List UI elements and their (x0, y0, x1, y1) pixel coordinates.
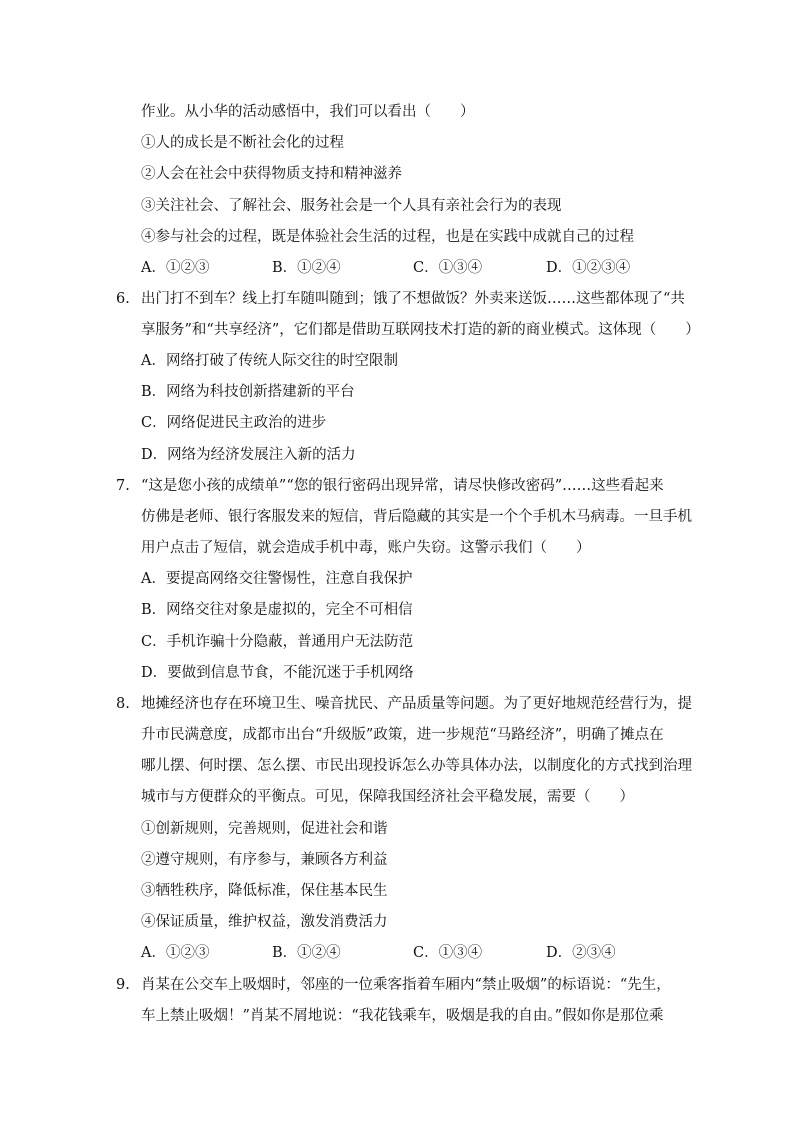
q6-option-c[interactable]: C．网络促进民主政治的进步 (141, 415, 327, 431)
q7-stem-line-3: 用户点击了短信，就会造成手机中毒，账户失窃。这警示我们（ ） (141, 540, 591, 556)
q8-statement-3: ③牺牲秩序，降低标准，保住基本民生 (141, 883, 388, 899)
q5-option-c[interactable]: C．①③④ (413, 260, 483, 276)
q8-statement-2: ②遵守规则，有序参与，兼顾各方利益 (141, 852, 388, 868)
q5-statement-3: ③关注社会、了解社会、服务社会是一个人具有亲社会行为的表现 (141, 198, 562, 214)
q6-option-b[interactable]: B．网络为科技创新搭建新的平台 (141, 384, 355, 400)
q5-option-a[interactable]: A．①②③ (141, 260, 210, 276)
q9-number: 9. (116, 977, 130, 993)
q7-option-c[interactable]: C．手机诈骗十分隐蔽，普通用户无法防范 (141, 634, 414, 650)
q5-statement-4: ④参与社会的过程，既是体验社会生活的过程，也是在实践中成就自己的过程 (141, 229, 634, 245)
q7-option-b[interactable]: B．网络交往对象是虚拟的，完全不可相信 (141, 602, 413, 618)
q8-stem-line-2: 升市民满意度，成都市出台“升级版”政策，进一步规范“马路经济”，明确了摊点在 (141, 727, 664, 743)
q6-option-d[interactable]: D．网络为经济发展注入新的活力 (141, 447, 356, 463)
q7-option-a[interactable]: A．要提高网络交往警惕性，注意自我保护 (141, 571, 413, 587)
q5-option-b[interactable]: B．①②④ (272, 260, 341, 276)
q8-number: 8. (116, 696, 130, 712)
q9-stem-line-1: 肖某在公交车上吸烟时，邻座的一位乘客指着车厢内“禁止吸烟”的标语说：“先生， (141, 977, 671, 993)
q6-stem-line-1: 出门打不到车？线上打车随叫随到；饿了不想做饭？外卖来送饭……这些都体现了“共 (141, 291, 685, 307)
q9-stem-line-2: 车上禁止吸烟！”肖某不屑地说：“我花钱乘车，吸烟是我的自由。”假如你是那位乘 (141, 1008, 664, 1024)
q8-option-a[interactable]: A．①②③ (141, 945, 210, 961)
q5-stem-line: 作业。从小华的活动感悟中，我们可以看出（ ） (141, 104, 475, 120)
q6-option-a[interactable]: A．网络打破了传统人际交往的时空限制 (141, 353, 398, 369)
q8-statement-4: ④保证质量，维护权益，激发消费活力 (141, 914, 388, 930)
q8-option-c[interactable]: C．①③④ (413, 945, 483, 961)
q7-option-d[interactable]: D．要做到信息节食，不能沉迷于手机网络 (141, 665, 414, 681)
q5-option-d[interactable]: D．①②③④ (546, 260, 631, 276)
q7-stem-line-2: 仿佛是老师、银行客服发来的短信，背后隐藏的其实是一个个手机木马病毒。一旦手机 (141, 509, 692, 525)
q8-statement-1: ①创新规则，完善规则，促进社会和谐 (141, 821, 388, 837)
q8-option-b[interactable]: B．①②④ (272, 945, 341, 961)
q6-number: 6. (116, 291, 130, 307)
q6-stem-line-2: 享服务”和“共享经济”，它们都是借助互联网技术打造的新的商业模式。这体现（ ） (141, 322, 700, 338)
q5-statement-2: ②人会在社会中获得物质支持和精神滋养 (141, 166, 402, 182)
q8-option-d[interactable]: D．②③④ (546, 945, 616, 961)
q8-stem-line-4: 城市与方便群众的平衡点。可见，保障我国经济社会平稳发展，需要（ ） (141, 789, 634, 805)
q8-stem-line-3: 哪儿摆、何时摆、怎么摆、市民出现投诉怎么办等具体办法，以制度化的方式找到治理 (141, 758, 692, 774)
q7-number: 7. (116, 478, 130, 494)
q8-stem-line-1: 地摊经济也存在环境卫生、噪音扰民、产品质量等问题。为了更好地规范经营行为，提 (141, 696, 692, 712)
q5-statement-1: ①人的成长是不断社会化的过程 (141, 135, 344, 151)
q7-stem-line-1: “这是您小孩的成绩单”“您的银行密码出现异常，请尽快修改密码”……这些看起来 (141, 478, 664, 494)
